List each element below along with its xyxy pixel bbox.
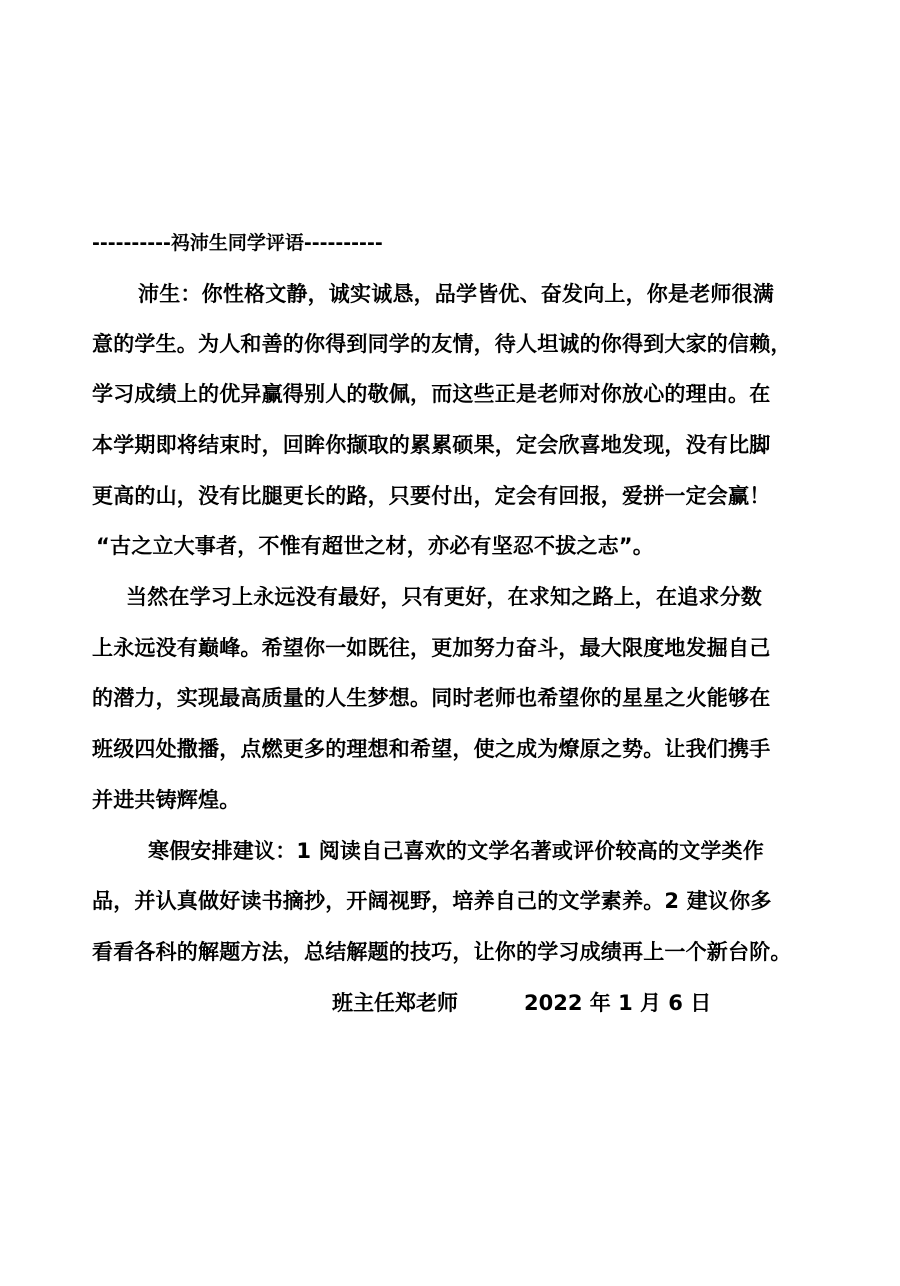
paragraph1-line-2: 意的学生。为人和善的你得到同学的友情，待人坦诚的你得到大家的信赖， bbox=[92, 332, 792, 356]
paragraph2-line-5: 并进共铸辉煌。 bbox=[92, 788, 241, 812]
paragraph1-line-6: “古之立大事者，不惟有超世之材，亦必有坚忍不拔之志”。 bbox=[96, 534, 655, 558]
paragraph1-line-3: 学习成绩上的优异赢得别人的敬佩，而这些正是老师对你放心的理由。在 bbox=[92, 382, 771, 406]
document-title: ----------祃沛生同学评语---------- bbox=[92, 232, 383, 254]
paragraph2-line-3: 的潜力，实现最高质量的人生梦想。同时老师也希望你的星星之火能够在 bbox=[92, 686, 771, 710]
signature-date: 2022 年 1 月 6 日 bbox=[524, 991, 712, 1015]
paragraph1-line-5: 更高的山，没有比腿更长的路，只要付出，定会有回报，爱拼一定会赢！ bbox=[92, 484, 771, 508]
paragraph2-line-4: 班级四处撒播，点燃更多的理想和希望，使之成为燎原之势。让我们携手 bbox=[92, 737, 771, 761]
paragraph2-line-2: 上永远没有巅峰。希望你一如既往，更加努力奋斗，最大限度地发掘自己 bbox=[92, 636, 771, 660]
paragraph1-line-1: 沛生：你性格文静，诚实诚恳，品学皆优、奋发向上，你是老师很满 bbox=[138, 282, 774, 306]
paragraph3-line-1: 寒假安排建议：1 阅读自己喜欢的文学名著或评价较高的文学类作 bbox=[148, 839, 764, 863]
paragraph2-line-1: 当然在学习上永远没有最好，只有更好，在求知之路上，在追求分数 bbox=[126, 585, 762, 609]
signature-teacher: 班主任郑老师 bbox=[332, 991, 458, 1015]
paragraph3-line-2: 品，并认真做好读书摘抄，开阔视野，培养自己的文学素养。2 建议你多 bbox=[92, 889, 772, 913]
paragraph3-line-3: 看看各科的解题方法，总结解题的技巧，让你的学习成绩再上一个新台阶。 bbox=[92, 940, 792, 964]
paragraph1-line-4: 本学期即将结束时，回眸你撷取的累累硕果，定会欣喜地发现，没有比脚 bbox=[92, 433, 771, 457]
